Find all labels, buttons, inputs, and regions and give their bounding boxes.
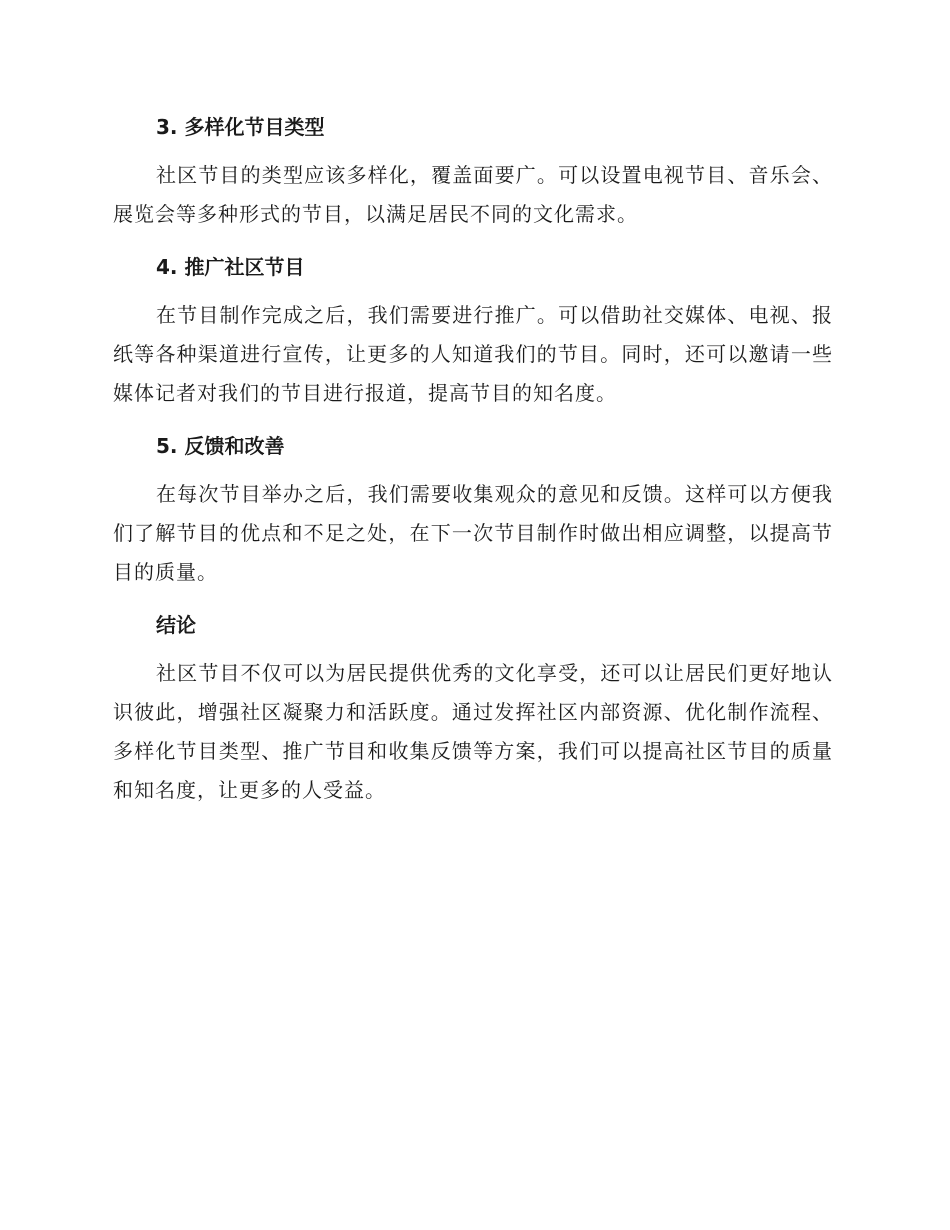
- section-heading-diversify: 3. 多样化节目类型: [156, 115, 325, 139]
- document-page: [113, 110, 833, 826]
- section-body-feedback: 在每次节目举办之后，我们需要收集观众的意见和反馈。这样可以方便我们了解节目的优点和不足之处，在下一次节目制作时做出相应调整，以提高节目的质量。: [113, 482, 833, 584]
- section-heading-conclusion: 结论: [156, 613, 196, 637]
- section-heading-feedback: 5. 反馈和改善: [156, 434, 285, 458]
- section-heading-promote: 4. 推广社区节目: [156, 255, 305, 279]
- section-body-conclusion: 社区节目不仅可以为居民提供优秀的文化享受，还可以让居民们更好地认识彼此，增强社区凝聚力和活跃度。通过发挥社区内部资源、优化制作流程、多样化节目类型、推广节目和收集反馈等方案，我们可以提高社区节目的质量和知名度，让更多的人受益。: [113, 661, 833, 802]
- section-body-diversify: 社区节目的类型应该多样化，覆盖面要广。可以设置电视节目、音乐会、展览会等多种形式的节目，以满足居民不同的文化需求。: [113, 163, 833, 226]
- section-body-promote: 在节目制作完成之后，我们需要进行推广。可以借助社交媒体、电视、报纸等各种渠道进行宣传，让更多的人知道我们的节目。同时，还可以邀请一些媒体记者对我们的节目进行报道，提高节目的知名度。: [113, 303, 833, 405]
